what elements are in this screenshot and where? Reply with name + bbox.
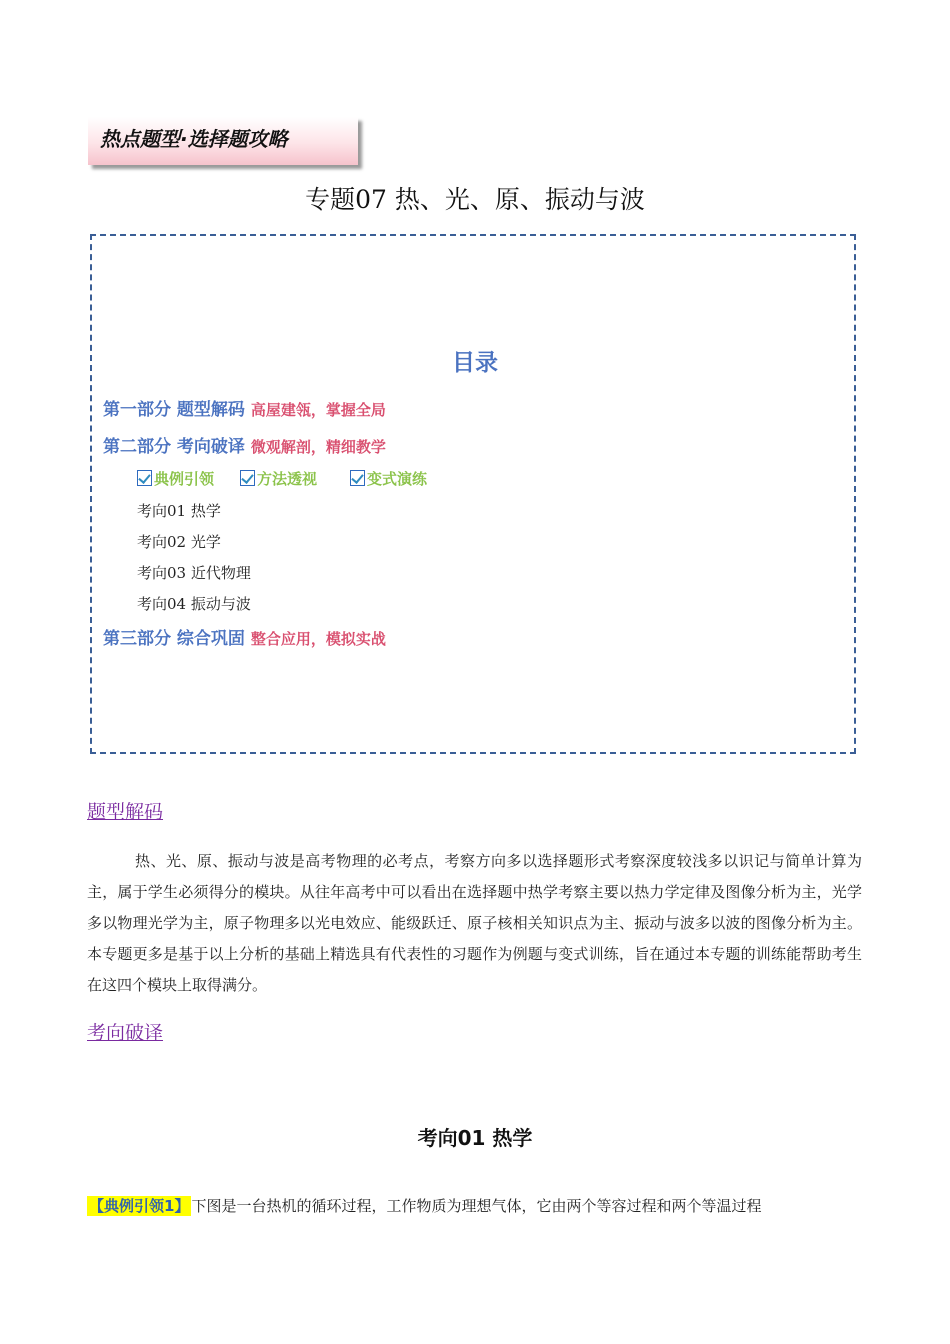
checklist-icon [350, 470, 365, 486]
label-example-text: 典例引领 [154, 470, 215, 488]
toc-part-1-tag: 高屋建瓴，掌握全局 [250, 401, 386, 419]
toc-part-2-name: 第二部分 考向破译 [103, 437, 245, 457]
toc-part-3-tag: 整合应用，模拟实战 [250, 630, 386, 648]
label-method [240, 468, 317, 489]
toc-part-3-name: 第三部分 综合巩固 [103, 629, 245, 649]
example-text: 下图是一台热机的循环过程，工作物质为理想气体，它由两个等容过程和两个等温过程 [191, 1197, 762, 1215]
checklist-icon [137, 470, 152, 486]
toc-heading: 目录 [452, 350, 498, 376]
document-title: 专题07 热、光、原、振动与波 [305, 185, 645, 214]
topic-banner [88, 117, 358, 165]
toc-sub-item-1[interactable]: 考向01 热学 [137, 502, 221, 520]
direction-title: 考向01 热学 [417, 1126, 533, 1150]
toc-part-3[interactable] [103, 624, 386, 649]
label-method-text: 方法透视 [257, 470, 318, 488]
checklist-icon [240, 470, 255, 486]
toc-part-2[interactable] [103, 432, 386, 457]
toc-sub-item-4[interactable]: 考向04 振动与波 [137, 595, 251, 613]
banner-text: 热点题型·选择题攻略 [100, 127, 288, 151]
example-line [87, 1195, 761, 1216]
example-tag: 【典例引领1】 [89, 1197, 190, 1215]
section-heading-directions: 考向破译 [87, 1022, 164, 1044]
toc-part-1[interactable] [103, 395, 386, 420]
toc-frame [90, 234, 856, 754]
label-example [137, 468, 214, 489]
intro-paragraph: 热、光、原、振动与波是高考物理的必考点，考察方向多以选择题形式考察深度较浅多以识记与简单计算为主，属于学生必须得分的模块。从往年高考中可以看出在选择题中热学考察主要以热力学定律及图像分析为主，光学多以物理光学为主，原子物理多以光电效应、能级跃迁、原子核相关知识点为主、振动与波多以波的图像分析为主。本专题更多是基于以上分析的基础上精选具有代表性的习题作为例题与变式训练，旨在通过本专题的训练能帮助考生在这四个模块上取得满分。 [87, 852, 862, 994]
label-practice [350, 468, 427, 489]
label-practice-text: 变式演练 [367, 470, 428, 488]
toc-part-2-tag: 微观解剖，精细教学 [250, 438, 386, 456]
toc-part-1-name: 第一部分 题型解码 [103, 400, 245, 420]
section-heading-decode: 题型解码 [87, 801, 164, 823]
toc-sub-item-2[interactable]: 考向02 光学 [137, 533, 221, 551]
toc-sub-item-3[interactable]: 考向03 近代物理 [137, 564, 251, 582]
